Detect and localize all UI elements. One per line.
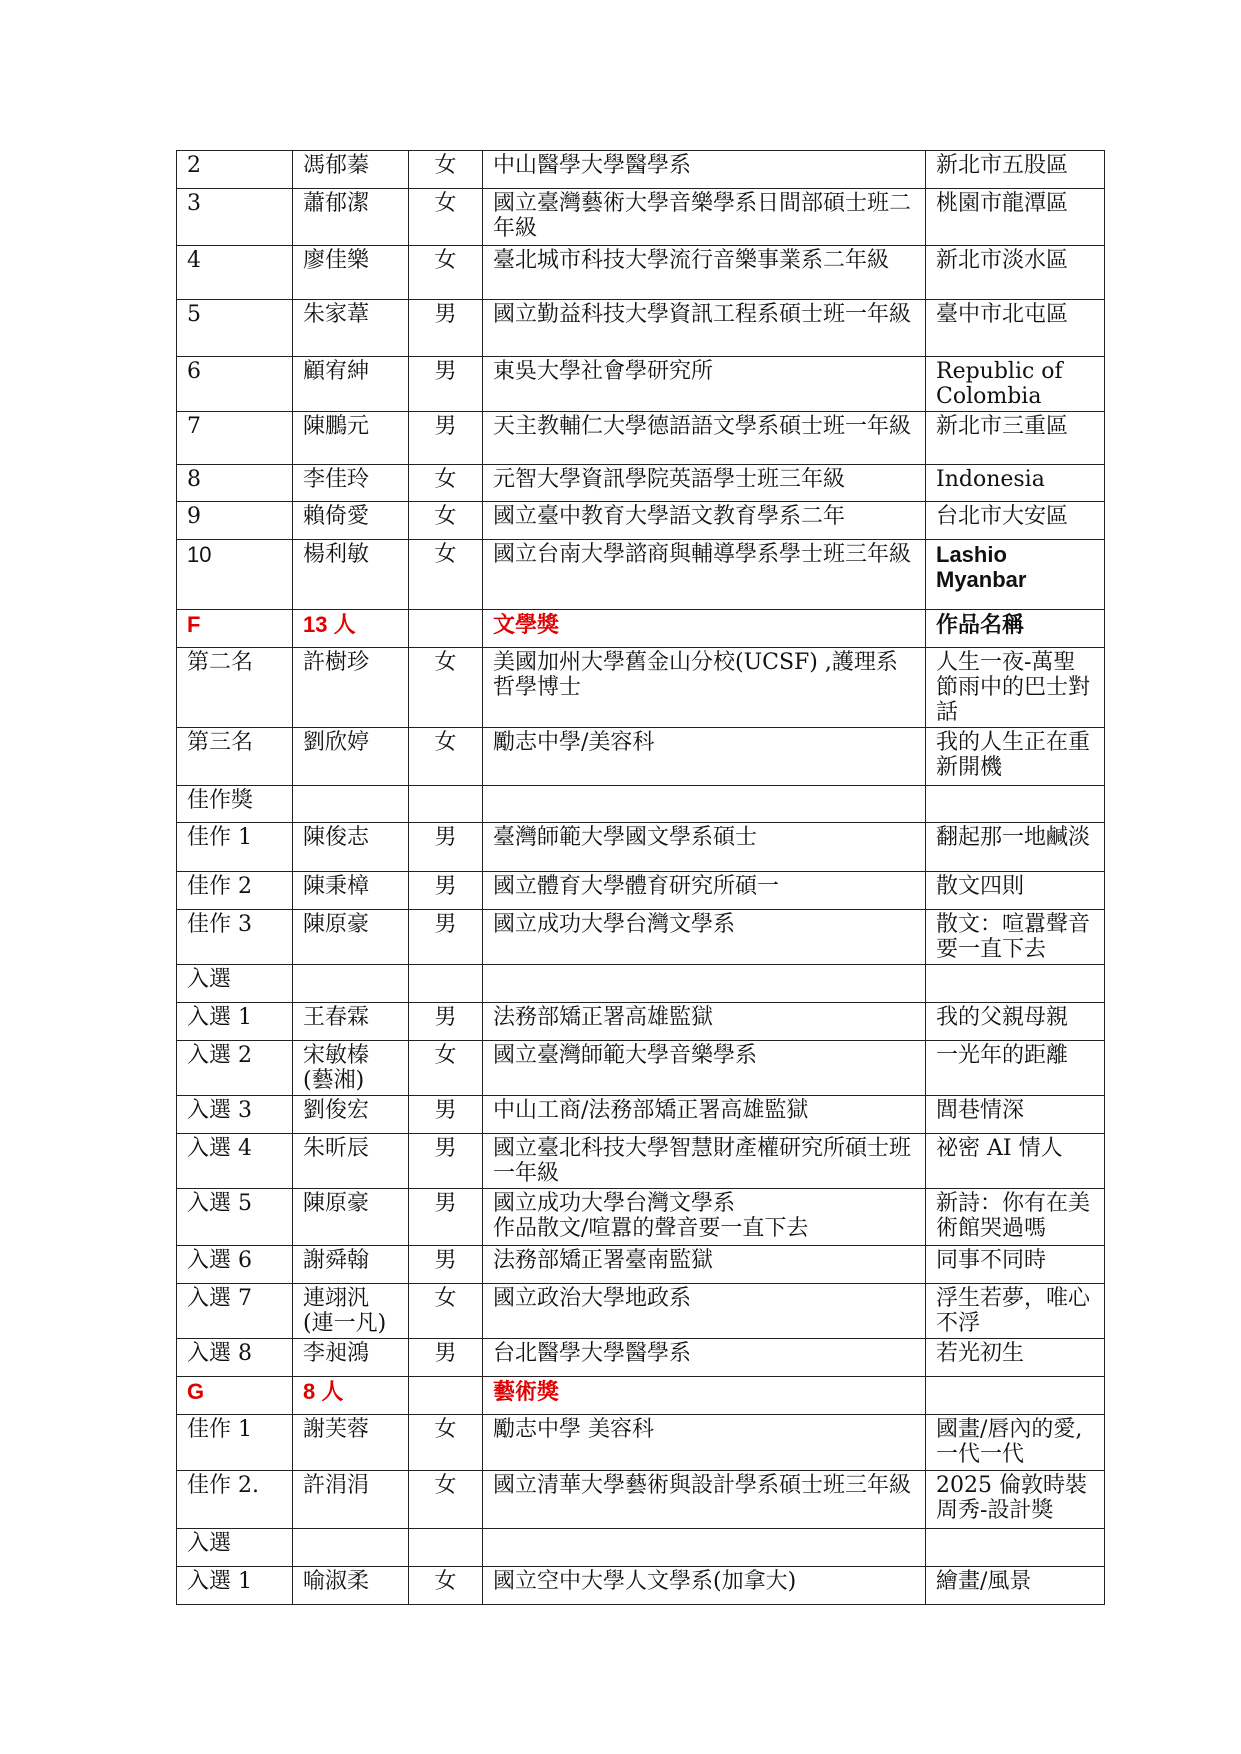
section-header-row [177, 610, 1105, 648]
name-cell: 劉欣婷 [293, 728, 409, 786]
gender-cell: 女 [409, 465, 483, 502]
gender-cell: 女 [409, 1415, 483, 1471]
name-cell: 許樹珍 [293, 648, 409, 728]
gender-cell [409, 1529, 483, 1567]
location-or-work-cell: 浮生若夢，唯心不浮 [926, 1284, 1105, 1339]
table-row [177, 1003, 1105, 1041]
location-or-work-cell: 繪畫/風景 [926, 1567, 1105, 1605]
section-header-row [177, 1377, 1105, 1415]
gender-cell: 男 [409, 300, 483, 357]
gender-cell: 男 [409, 412, 483, 465]
name-cell: 李佳玲 [293, 465, 409, 502]
rank-cell: 6 [177, 357, 293, 412]
affiliation-cell: 臺灣師範大學國文學系碩士 [483, 823, 926, 872]
affiliation-cell: 國立政治大學地政系 [483, 1284, 926, 1339]
rank-cell: 入選 [177, 965, 293, 1003]
name-cell: 陳原豪 [293, 1189, 409, 1246]
name-cell: 13 人 [293, 610, 409, 648]
table-row [177, 465, 1105, 502]
rank-cell: 入選 3 [177, 1096, 293, 1134]
table-row [177, 300, 1105, 357]
gender-cell: 女 [409, 648, 483, 728]
location-or-work-cell: 新詩：你有在美術館哭過嗎 [926, 1189, 1105, 1246]
gender-cell: 男 [409, 872, 483, 910]
name-cell: 蕭郁潔 [293, 189, 409, 246]
gender-cell: 男 [409, 823, 483, 872]
rank-cell: G [177, 1377, 293, 1415]
location-or-work-cell: Republic of Colombia [926, 357, 1105, 412]
name-cell: 謝芙蓉 [293, 1415, 409, 1471]
rank-cell: 2 [177, 151, 293, 189]
table-row [177, 1471, 1105, 1529]
affiliation-cell: 國立臺灣藝術大學音樂學系日間部碩士班二年級 [483, 189, 926, 246]
affiliation-cell: 國立成功大學台灣文學系 [483, 910, 926, 965]
gender-cell: 男 [409, 1003, 483, 1041]
rank-cell: 佳作 1 [177, 1415, 293, 1471]
name-cell: 朱昕辰 [293, 1134, 409, 1189]
location-or-work-cell: 作品名稱 [926, 610, 1105, 648]
rank-cell: 5 [177, 300, 293, 357]
affiliation-cell: 法務部矯正署高雄監獄 [483, 1003, 926, 1041]
affiliation-cell: 勵志中學 美容科 [483, 1415, 926, 1471]
name-cell: 宋敏榛 (藝湘) [293, 1041, 409, 1096]
table-row [177, 1134, 1105, 1189]
location-or-work-cell [926, 786, 1105, 823]
name-cell: 陳秉樟 [293, 872, 409, 910]
table-row [177, 1041, 1105, 1096]
name-cell: 李昶鴻 [293, 1339, 409, 1377]
name-cell: 8 人 [293, 1377, 409, 1415]
rank-cell: 4 [177, 246, 293, 300]
table-row [177, 1284, 1105, 1339]
table-row [177, 1567, 1105, 1605]
affiliation-cell [483, 1529, 926, 1567]
table-row [177, 1529, 1105, 1567]
table-row [177, 412, 1105, 465]
name-cell: 謝舜翰 [293, 1246, 409, 1284]
table-row [177, 502, 1105, 540]
rank-cell: 第二名 [177, 648, 293, 728]
affiliation-cell: 國立台南大學諮商與輔導學系學士班三年級 [483, 540, 926, 610]
rank-cell: 佳作 1 [177, 823, 293, 872]
rank-cell: 入選 5 [177, 1189, 293, 1246]
gender-cell: 男 [409, 1189, 483, 1246]
affiliation-cell: 國立臺灣師範大學音樂學系 [483, 1041, 926, 1096]
rank-cell: 佳作 3 [177, 910, 293, 965]
location-or-work-cell: 台北市大安區 [926, 502, 1105, 540]
location-or-work-cell: Lashio Myanbar [926, 540, 1105, 610]
name-cell: 顧宥紳 [293, 357, 409, 412]
location-or-work-cell: 一光年的距離 [926, 1041, 1105, 1096]
name-cell [293, 965, 409, 1003]
name-cell: 賴倚愛 [293, 502, 409, 540]
affiliation-cell: 國立臺中教育大學語文教育學系二年 [483, 502, 926, 540]
rank-cell: 9 [177, 502, 293, 540]
rank-cell: 入選 1 [177, 1567, 293, 1605]
name-cell: 陳俊志 [293, 823, 409, 872]
awards-table [176, 150, 1105, 1605]
name-cell: 陳鵬元 [293, 412, 409, 465]
location-or-work-cell: 國畫/唇內的愛,一代一代 [926, 1415, 1105, 1471]
table-row [177, 965, 1105, 1003]
gender-cell [409, 610, 483, 648]
rank-cell: 入選 4 [177, 1134, 293, 1189]
awards-table-body [177, 151, 1105, 1605]
affiliation-cell: 國立清華大學藝術與設計學系碩士班三年級 [483, 1471, 926, 1529]
gender-cell: 女 [409, 151, 483, 189]
location-or-work-cell: 新北市三重區 [926, 412, 1105, 465]
affiliation-cell: 藝術獎 [483, 1377, 926, 1415]
rank-cell: 入選 7 [177, 1284, 293, 1339]
location-or-work-cell: 祕密 AI 情人 [926, 1134, 1105, 1189]
affiliation-cell: 台北醫學大學醫學系 [483, 1339, 926, 1377]
name-cell: 連翊汎 (連一凡) [293, 1284, 409, 1339]
rank-cell: 7 [177, 412, 293, 465]
rank-cell: 佳作 2 [177, 872, 293, 910]
name-cell: 馮郁蓁 [293, 151, 409, 189]
location-or-work-cell: 新北市淡水區 [926, 246, 1105, 300]
location-or-work-cell [926, 1529, 1105, 1567]
name-cell: 喻淑柔 [293, 1567, 409, 1605]
name-cell: 楊利敏 [293, 540, 409, 610]
gender-cell: 女 [409, 728, 483, 786]
affiliation-cell [483, 786, 926, 823]
gender-cell: 女 [409, 1284, 483, 1339]
location-or-work-cell: 散文四則 [926, 872, 1105, 910]
gender-cell: 女 [409, 1041, 483, 1096]
location-or-work-cell: 閭巷情深 [926, 1096, 1105, 1134]
affiliation-cell: 臺北城市科技大學流行音樂事業系二年級 [483, 246, 926, 300]
rank-cell: 第三名 [177, 728, 293, 786]
affiliation-cell: 元智大學資訊學院英語學士班三年級 [483, 465, 926, 502]
gender-cell [409, 1377, 483, 1415]
table-row [177, 910, 1105, 965]
table-row [177, 728, 1105, 786]
gender-cell: 男 [409, 1339, 483, 1377]
table-row [177, 151, 1105, 189]
table-row [177, 1246, 1105, 1284]
table-row [177, 357, 1105, 412]
gender-cell: 男 [409, 1096, 483, 1134]
rank-cell: 10 [177, 540, 293, 610]
gender-cell [409, 965, 483, 1003]
name-cell: 王春霖 [293, 1003, 409, 1041]
table-row [177, 189, 1105, 246]
affiliation-cell: 美國加州大學舊金山分校(UCSF) ,護理系哲學博士 [483, 648, 926, 728]
table-row [177, 786, 1105, 823]
table-row [177, 246, 1105, 300]
affiliation-cell: 國立空中大學人文學系(加拿大) [483, 1567, 926, 1605]
gender-cell [409, 786, 483, 823]
rank-cell: 入選 2 [177, 1041, 293, 1096]
rank-cell: 入選 8 [177, 1339, 293, 1377]
location-or-work-cell: 新北市五股區 [926, 151, 1105, 189]
name-cell [293, 786, 409, 823]
name-cell: 許涓涓 [293, 1471, 409, 1529]
gender-cell: 男 [409, 357, 483, 412]
gender-cell: 女 [409, 246, 483, 300]
affiliation-cell: 中山醫學大學醫學系 [483, 151, 926, 189]
table-row [177, 872, 1105, 910]
table-row [177, 823, 1105, 872]
rank-cell: 入選 1 [177, 1003, 293, 1041]
location-or-work-cell: 翻起那一地鹹淡 [926, 823, 1105, 872]
rank-cell: 入選 6 [177, 1246, 293, 1284]
affiliation-cell: 東吳大學社會學研究所 [483, 357, 926, 412]
name-cell: 朱家葦 [293, 300, 409, 357]
location-or-work-cell: 我的父親母親 [926, 1003, 1105, 1041]
table-row [177, 1415, 1105, 1471]
name-cell [293, 1529, 409, 1567]
location-or-work-cell: 若光初生 [926, 1339, 1105, 1377]
location-or-work-cell: 人生一夜-萬聖節雨中的巴士對話 [926, 648, 1105, 728]
affiliation-cell: 文學獎 [483, 610, 926, 648]
location-or-work-cell: 我的人生正在重新開機 [926, 728, 1105, 786]
location-or-work-cell [926, 1377, 1105, 1415]
location-or-work-cell: 同事不同時 [926, 1246, 1105, 1284]
location-or-work-cell: Indonesia [926, 465, 1105, 502]
gender-cell: 女 [409, 540, 483, 610]
gender-cell: 男 [409, 1246, 483, 1284]
gender-cell: 男 [409, 1134, 483, 1189]
affiliation-cell: 中山工商/法務部矯正署高雄監獄 [483, 1096, 926, 1134]
affiliation-cell: 法務部矯正署臺南監獄 [483, 1246, 926, 1284]
rank-cell: F [177, 610, 293, 648]
table-row [177, 648, 1105, 728]
rank-cell: 3 [177, 189, 293, 246]
rank-cell: 8 [177, 465, 293, 502]
affiliation-cell: 勵志中學/美容科 [483, 728, 926, 786]
location-or-work-cell [926, 965, 1105, 1003]
table-row [177, 1189, 1105, 1246]
gender-cell: 女 [409, 1567, 483, 1605]
rank-cell: 入選 [177, 1529, 293, 1567]
location-or-work-cell: 2025 倫敦時裝周秀-設計獎 [926, 1471, 1105, 1529]
affiliation-cell: 國立勤益科技大學資訊工程系碩士班一年級 [483, 300, 926, 357]
affiliation-cell: 國立成功大學台灣文學系 作品散文/喧囂的聲音要一直下去 [483, 1189, 926, 1246]
gender-cell: 女 [409, 1471, 483, 1529]
affiliation-cell [483, 965, 926, 1003]
rank-cell: 佳作 2. [177, 1471, 293, 1529]
location-or-work-cell: 臺中市北屯區 [926, 300, 1105, 357]
table-row [177, 540, 1105, 610]
gender-cell: 女 [409, 189, 483, 246]
location-or-work-cell: 散文：喧囂聲音要一直下去 [926, 910, 1105, 965]
affiliation-cell: 國立體育大學體育研究所碩一 [483, 872, 926, 910]
table-row [177, 1339, 1105, 1377]
location-or-work-cell: 桃園市龍潭區 [926, 189, 1105, 246]
affiliation-cell: 國立臺北科技大學智慧財產權研究所碩士班一年級 [483, 1134, 926, 1189]
affiliation-cell: 天主教輔仁大學德語語文學系碩士班一年級 [483, 412, 926, 465]
table-row [177, 1096, 1105, 1134]
rank-cell: 佳作獎 [177, 786, 293, 823]
name-cell: 廖佳樂 [293, 246, 409, 300]
gender-cell: 女 [409, 502, 483, 540]
name-cell: 陳原豪 [293, 910, 409, 965]
gender-cell: 男 [409, 910, 483, 965]
name-cell: 劉俊宏 [293, 1096, 409, 1134]
